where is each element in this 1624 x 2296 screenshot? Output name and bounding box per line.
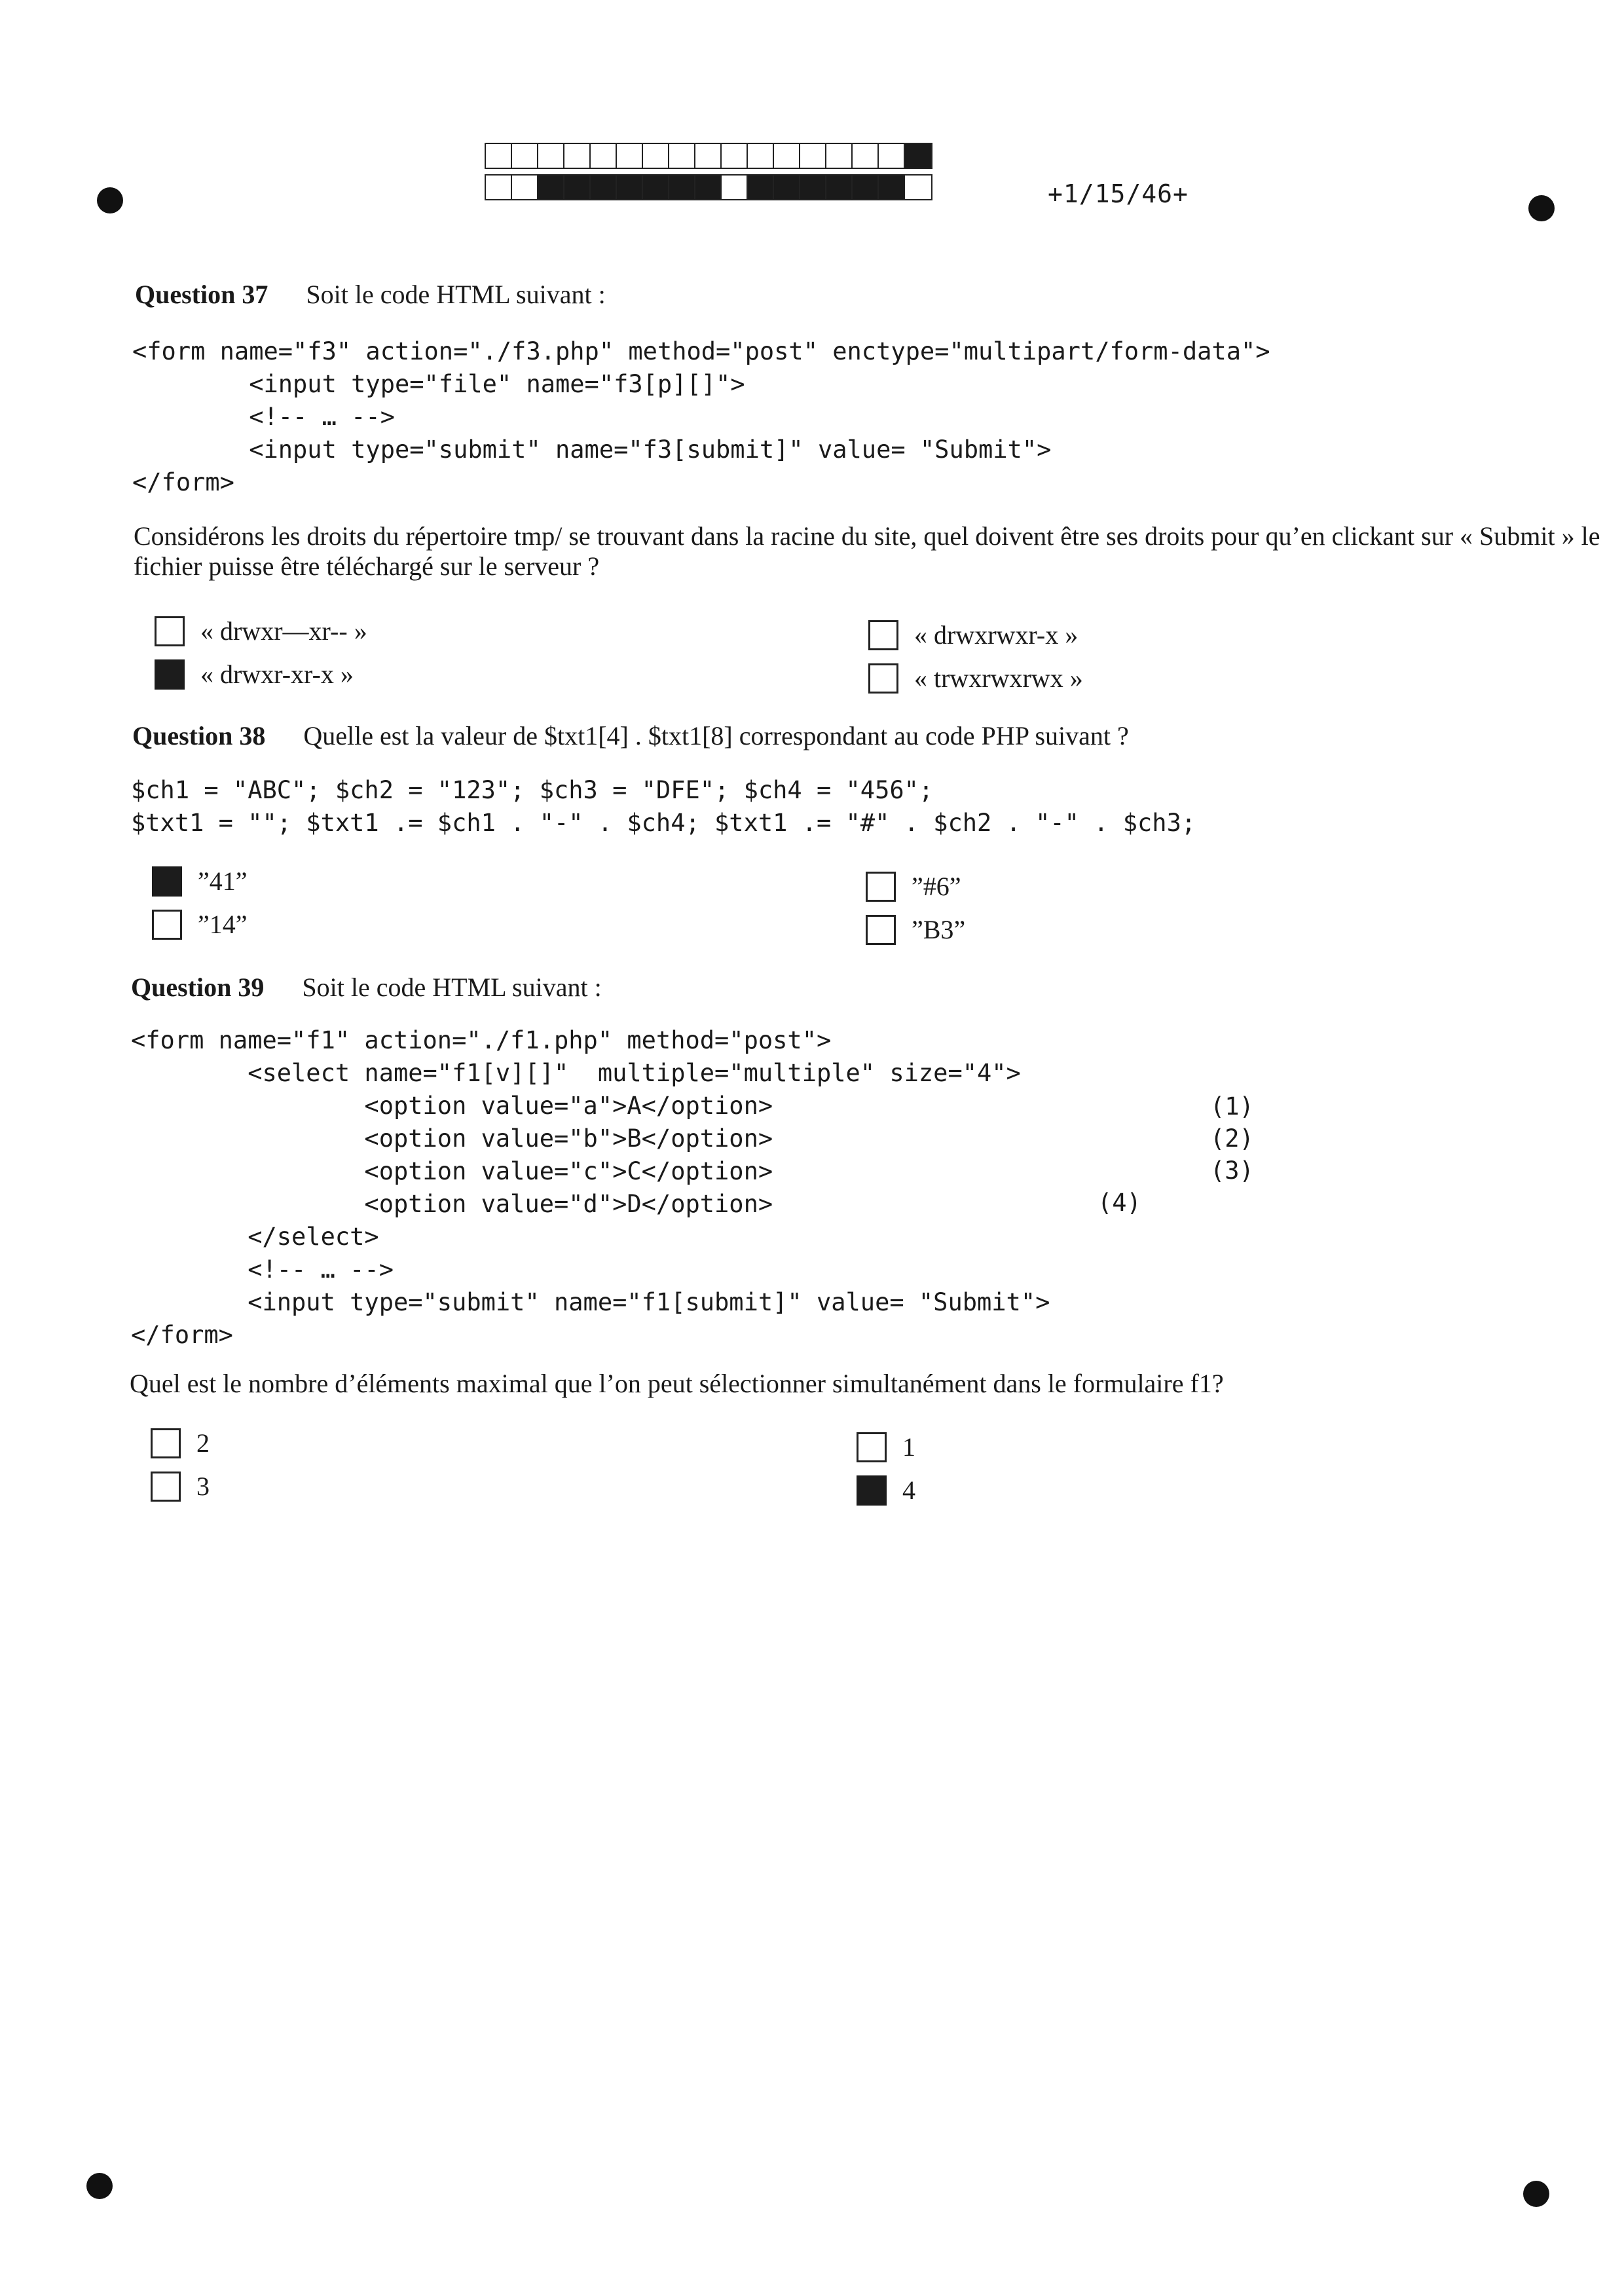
registration-mark-bottom-right [1523,2181,1549,2207]
answer-option[interactable] [868,663,1083,694]
answer-label: ”14” [198,910,248,939]
question-intro: Quelle est la valeur de $txt1[4] . $txt1[8] correspondant au code PHP suivant ? [303,721,1129,750]
answer-label: 3 [196,1472,210,1501]
barcode-cell [486,144,512,168]
question-37-prompt: Considérons les droits du répertoire tmp/ se trouvant dans la racine du site, quel doivent être ses droits pour qu’en clickant sur « Submit » le fichier puisse être téléchargé sur le serveur ? [134,521,1600,581]
option-reference: (3) [1210,1157,1254,1185]
code-line: $txt1 = ""; $txt1 .= $ch1 . "-" . $ch4; $txt1 .= "#" . $ch2 . "-" . $ch3; [131,809,1196,837]
code-line: <select name="f1[v][]" multiple="multiple" size="4"> [131,1059,1021,1087]
answer-label: 2 [196,1428,210,1458]
barcode-cell [800,144,826,168]
registration-mark-top-left [97,187,123,213]
answer-label: « trwxrwxrwx » [914,663,1083,693]
barcode-cell [617,176,643,199]
barcode-cell [774,144,800,168]
code-line: <form name="f1" action="./f1.php" method="post"> [131,1026,832,1054]
question-intro: Soit le code HTML suivant : [306,280,606,309]
barcode-cell [879,144,905,168]
barcode-cell [748,144,774,168]
barcode-cell [695,176,722,199]
barcode-cell [905,144,931,168]
barcode-cell [591,176,617,199]
answer-checkbox[interactable] [155,659,185,690]
page-number: +1/15/46+ [1048,179,1189,208]
question-number: Question 39 [131,972,265,1002]
code-line: </form> [132,468,234,496]
answer-option[interactable] [857,1432,915,1462]
code-line: </form> [131,1321,233,1349]
barcode-cell [826,176,853,199]
barcode-cell [643,176,669,199]
question-38-code [131,774,1196,840]
barcode-cell [695,144,722,168]
barcode-cell [669,176,695,199]
answer-checkbox[interactable] [151,1472,181,1502]
answer-option[interactable] [155,616,367,646]
barcode-cell [800,176,826,199]
code-line: <option value="c">C</option> [131,1157,773,1185]
answer-option[interactable] [152,866,248,897]
answer-option[interactable] [868,620,1078,650]
question-39-prompt: Quel est le nombre d’éléments maximal que l’on peut sélectionner simultanément dans le formulaire f1? [130,1369,1224,1398]
barcode-cell [853,176,879,199]
question-number: Question 37 [135,280,268,309]
option-reference: (1) [1210,1092,1254,1120]
answer-checkbox[interactable] [866,915,896,945]
code-line: </select> [131,1223,379,1251]
barcode-cell [564,144,591,168]
code-line: $ch1 = "ABC"; $ch2 = "123"; $ch3 = "DFE"; $ch4 = "456"; [131,776,934,804]
barcode-cell [879,176,905,199]
code-line: <option value="d">D</option> [131,1190,773,1218]
code-line: <!-- … --> [131,1255,394,1284]
question-39-heading [131,972,602,1003]
answer-option[interactable] [866,914,965,945]
code-line: <option value="a">A</option> [131,1092,773,1120]
answer-checkbox[interactable] [857,1475,887,1506]
answer-checkbox[interactable] [857,1432,887,1462]
answer-label: ”B3” [912,915,966,944]
answer-label: « drwxrwxr-x » [914,620,1079,650]
barcode-cell [486,176,512,199]
registration-mark-bottom-left [86,2173,113,2199]
code-line: <input type="file" name="f3[p][]"> [132,370,745,398]
barcode-cell [512,144,538,168]
answer-option[interactable] [152,909,248,940]
barcode-cell [617,144,643,168]
answer-option[interactable] [857,1475,915,1506]
barcode-cell [774,176,800,199]
answer-label: ”41” [198,866,248,896]
barcode-cell [722,176,748,199]
answer-checkbox[interactable] [868,663,898,694]
answer-option[interactable] [155,659,354,690]
question-38-heading [132,720,1129,751]
barcode-cell [564,176,591,199]
answer-checkbox[interactable] [152,866,182,897]
answer-checkbox[interactable] [868,620,898,650]
barcode-cell [538,176,564,199]
answer-label: 1 [902,1432,915,1462]
code-line: <input type="submit" name="f3[submit]" value= "Submit"> [132,435,1052,464]
registration-mark-top-right [1528,195,1555,221]
barcode-cell [905,176,931,199]
answer-option[interactable] [151,1428,210,1458]
answer-label: « drwxr—xr-- » [200,616,367,646]
answer-option[interactable] [151,1471,210,1502]
barcode-cell [669,144,695,168]
barcode-bottom [485,174,932,200]
barcode-cell [591,144,617,168]
code-line: <input type="submit" name="f1[submit]" value= "Submit"> [131,1288,1050,1316]
question-intro: Soit le code HTML suivant : [302,972,602,1002]
answer-label: 4 [902,1475,915,1505]
code-line: <option value="b">B</option> [131,1124,773,1153]
question-37-code [132,335,1270,499]
answer-label: « drwxr-xr-x » [200,659,354,689]
barcode-cell [722,144,748,168]
answer-option[interactable] [866,871,961,902]
barcode-cell [512,176,538,199]
option-reference: (4) [1098,1189,1141,1217]
code-line: <!-- … --> [132,403,395,431]
barcode-cell [853,144,879,168]
question-37-heading [135,279,606,310]
answer-checkbox[interactable] [151,1428,181,1458]
barcode-top [485,143,932,169]
code-line: <form name="f3" action="./f3.php" method="post" enctype="multipart/form-data"> [132,337,1270,365]
barcode-cell [643,144,669,168]
barcode-cell [826,144,853,168]
question-39-code [131,1024,1050,1352]
answer-checkbox[interactable] [155,616,185,646]
option-reference: (2) [1210,1124,1254,1153]
answer-checkbox[interactable] [152,910,182,940]
answer-checkbox[interactable] [866,872,896,902]
barcode-cell [748,176,774,199]
question-number: Question 38 [132,721,266,750]
answer-label: ”#6” [912,872,961,901]
barcode-cell [538,144,564,168]
